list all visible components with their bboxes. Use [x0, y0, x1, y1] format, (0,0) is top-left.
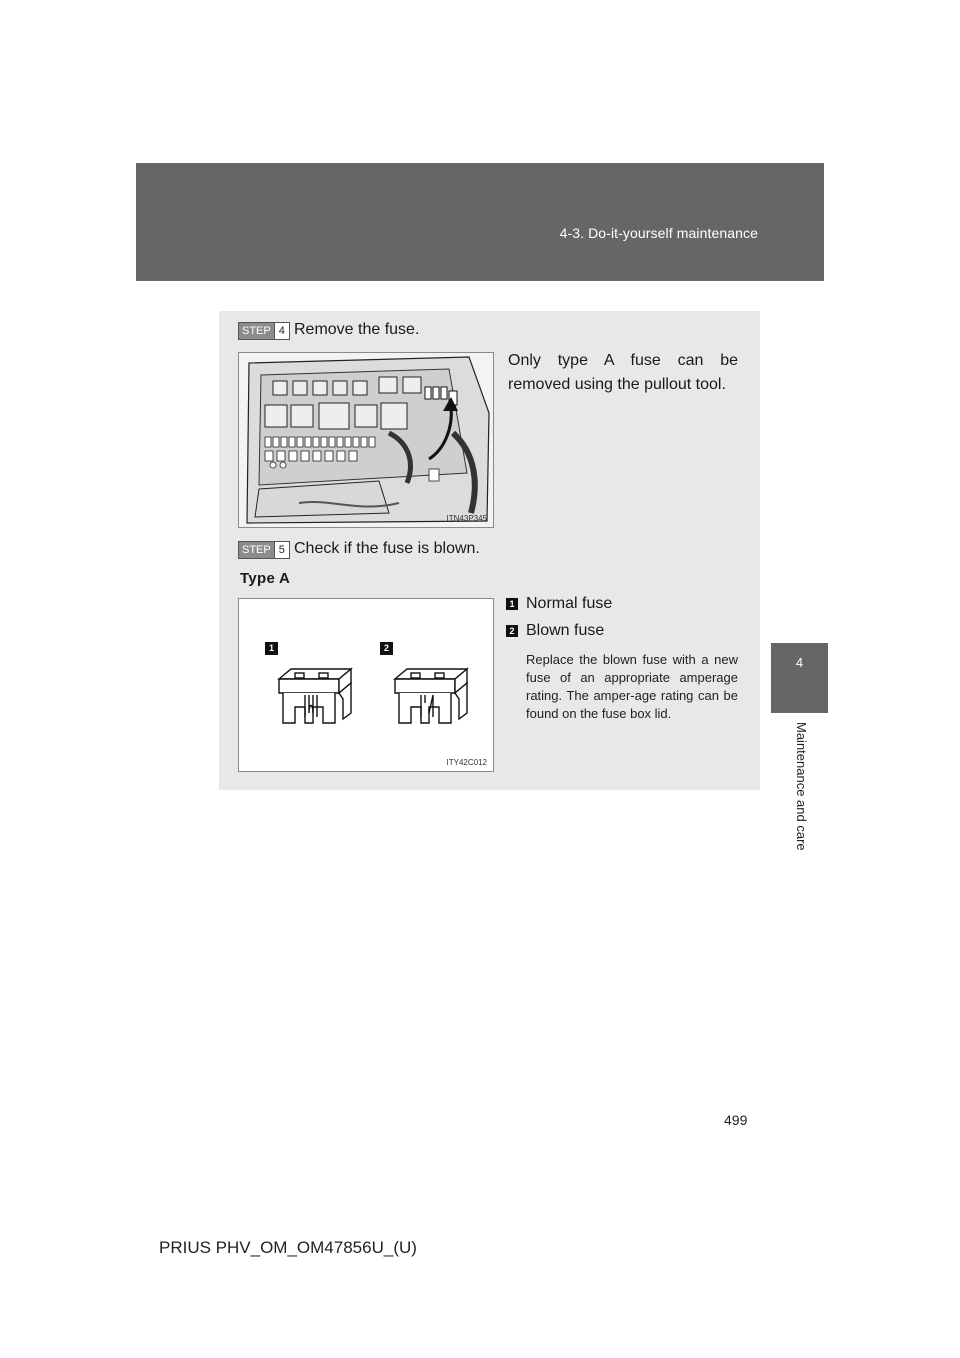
step-number: 4 — [274, 323, 289, 339]
fuse-box-figure — [238, 352, 494, 528]
legend-number: 2 — [506, 625, 518, 637]
legend-blown-fuse — [506, 622, 604, 640]
normal-fuse-icon — [279, 669, 351, 723]
footer-document-code: PRIUS PHV_OM_OM47856U_(U) — [159, 1238, 417, 1257]
chapter-number: 4 — [795, 655, 804, 670]
section-title: 4-3. Do-it-yourself maintenance — [559, 225, 758, 241]
fuse-illustration — [239, 599, 493, 771]
step-word: STEP — [242, 325, 271, 337]
step-5-text: Check if the fuse is blown. — [294, 540, 480, 557]
figure-code: ITN43P345 — [446, 514, 487, 523]
figure-code: ITY42C012 — [446, 758, 487, 767]
callout-normal-fuse: 1 — [265, 642, 278, 655]
step-word: STEP — [242, 544, 271, 556]
step-number: 5 — [274, 542, 289, 558]
type-a-label: Type A — [240, 570, 291, 587]
step-4-badge — [238, 322, 290, 340]
fuse-box-illustration — [239, 353, 493, 527]
fuse-type-a-figure — [238, 598, 494, 772]
chapter-tab — [771, 643, 828, 713]
pullout-tool-note: Only type A fuse can be removed using the pullout tool. — [508, 352, 738, 393]
legend-number: 1 — [506, 598, 518, 610]
step-5-badge — [238, 541, 290, 559]
legend-normal-fuse — [506, 595, 612, 613]
page-number: 499 — [724, 1112, 748, 1128]
header-bar — [136, 163, 824, 281]
legend-text: Normal fuse — [526, 595, 613, 612]
legend-text: Blown fuse — [526, 622, 605, 639]
step-4-text: Remove the fuse. — [294, 321, 420, 338]
blown-fuse-icon — [395, 669, 467, 723]
replacement-note: Replace the blown fuse with a new fuse of an appropriate amperage rating. The amper-age rating can be found on the fuse box lid. — [526, 652, 738, 721]
chapter-label: Maintenance and care — [794, 722, 809, 851]
callout-blown-fuse: 2 — [380, 642, 393, 655]
